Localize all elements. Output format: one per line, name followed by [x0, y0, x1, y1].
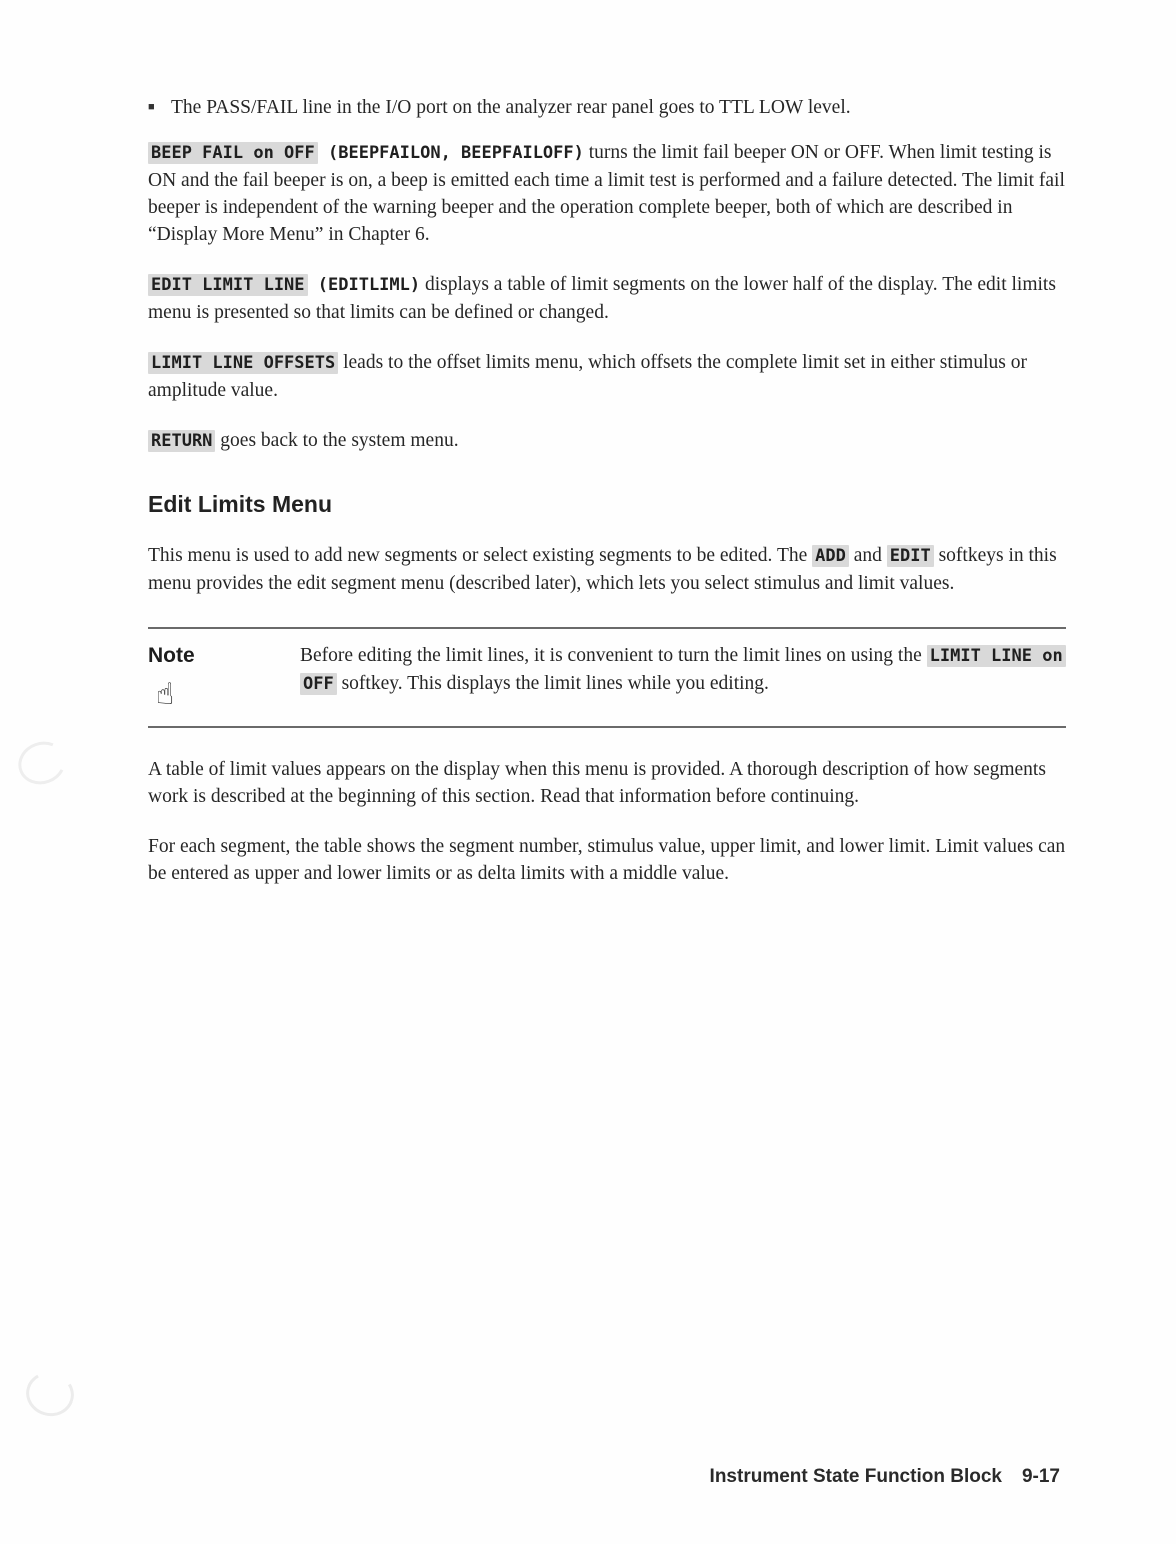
- section-heading-edit-limits-menu: Edit Limits Menu: [148, 491, 332, 517]
- paragraph-edit-limit-line: [148, 271, 1066, 326]
- softkey-beep-fail-on-off: BEEP FAIL on OFF: [148, 142, 318, 164]
- intro-text-3: softkeys in this menu provides the edit segment menu (described later), which lets you select stimulus and limit values.: [148, 545, 1057, 594]
- softkey-limit-line-offsets: LIMIT LINE OFFSETS: [148, 352, 338, 374]
- page-content: [148, 94, 1066, 910]
- paragraph-beep-fail-text: turns the limit fail beeper ON or OFF. When limit testing is ON and the fail beeper is on, a beep is emitted each time a limit test is performed and a failure detected. The limit fail beeper is independent of the warning beeper and the operation complete beeper, both of which are described in “Display More Menu” in Chapter 6.: [148, 142, 1065, 245]
- note-text-1: Before editing the limit lines, it is convenient to turn the limit lines on using the: [300, 645, 927, 666]
- bullet-item-pass-fail: [148, 94, 1066, 121]
- bullet-marker: ■: [148, 101, 155, 113]
- softkey-limit-line-on-off: LIMIT LINE on OFF: [300, 645, 1066, 695]
- page-footer: [710, 1466, 1060, 1488]
- note-block: [148, 627, 1066, 728]
- paragraph-return: [148, 427, 1066, 455]
- note-left-column: [148, 642, 300, 712]
- softkey-edit: EDIT: [887, 545, 934, 567]
- paragraph-limit-line-offsets: [148, 349, 1066, 404]
- mnemonic-beepfail: (BEEPFAILON, BEEPFAILOFF): [317, 143, 584, 163]
- softkey-edit-limit-line: EDIT LIMIT LINE: [148, 274, 308, 296]
- softkey-return: RETURN: [148, 430, 215, 452]
- intro-text-1: This menu is used to add new segments or select existing segments to be edited. The: [148, 545, 813, 566]
- paragraph-beep-fail: [148, 139, 1066, 248]
- hand-pointing-icon: ☝: [156, 677, 175, 712]
- paragraph-table-of-limits: A table of limit values appears on the display when this menu is provided. A thorough description of how segments work is described at the beginning of this section. Read that information before continuing.: [148, 759, 1046, 807]
- note-body: [300, 642, 1066, 708]
- paragraph-segment-table: For each segment, the table shows the segment number, stimulus value, upper limit, and lower limit. Limit values can be entered as upper and lower limits or as delta limits with a middle value.: [148, 836, 1066, 884]
- paragraph-edit-limits-intro: [148, 542, 1066, 597]
- mnemonic-editliml: (EDITLIML): [307, 275, 421, 295]
- footer-page-number: 9-17: [1021, 1466, 1060, 1487]
- scan-artifact: [12, 735, 71, 791]
- bullet-text: The PASS/FAIL line in the I/O port on the analyzer rear panel goes to TTL LOW level.: [171, 97, 851, 118]
- scan-artifact: [21, 1367, 79, 1422]
- paragraph-return-text: goes back to the system menu.: [215, 430, 459, 451]
- paragraph-edit-limit-line-text: displays a table of limit segments on the lower half of the display. The edit limits menu is presented so that limits can be defined or changed.: [148, 274, 1056, 323]
- intro-text-2: and: [848, 545, 887, 566]
- footer-section-title: Instrument State Function Block: [709, 1466, 1002, 1487]
- note-label: Note: [148, 644, 195, 667]
- softkey-add: ADD: [812, 545, 849, 567]
- paragraph-limit-line-offsets-text: leads to the offset limits menu, which offsets the complete limit set in either stimulus or amplitude value.: [148, 352, 1027, 401]
- note-text-2: softkey. This displays the limit lines while you editing.: [336, 673, 769, 694]
